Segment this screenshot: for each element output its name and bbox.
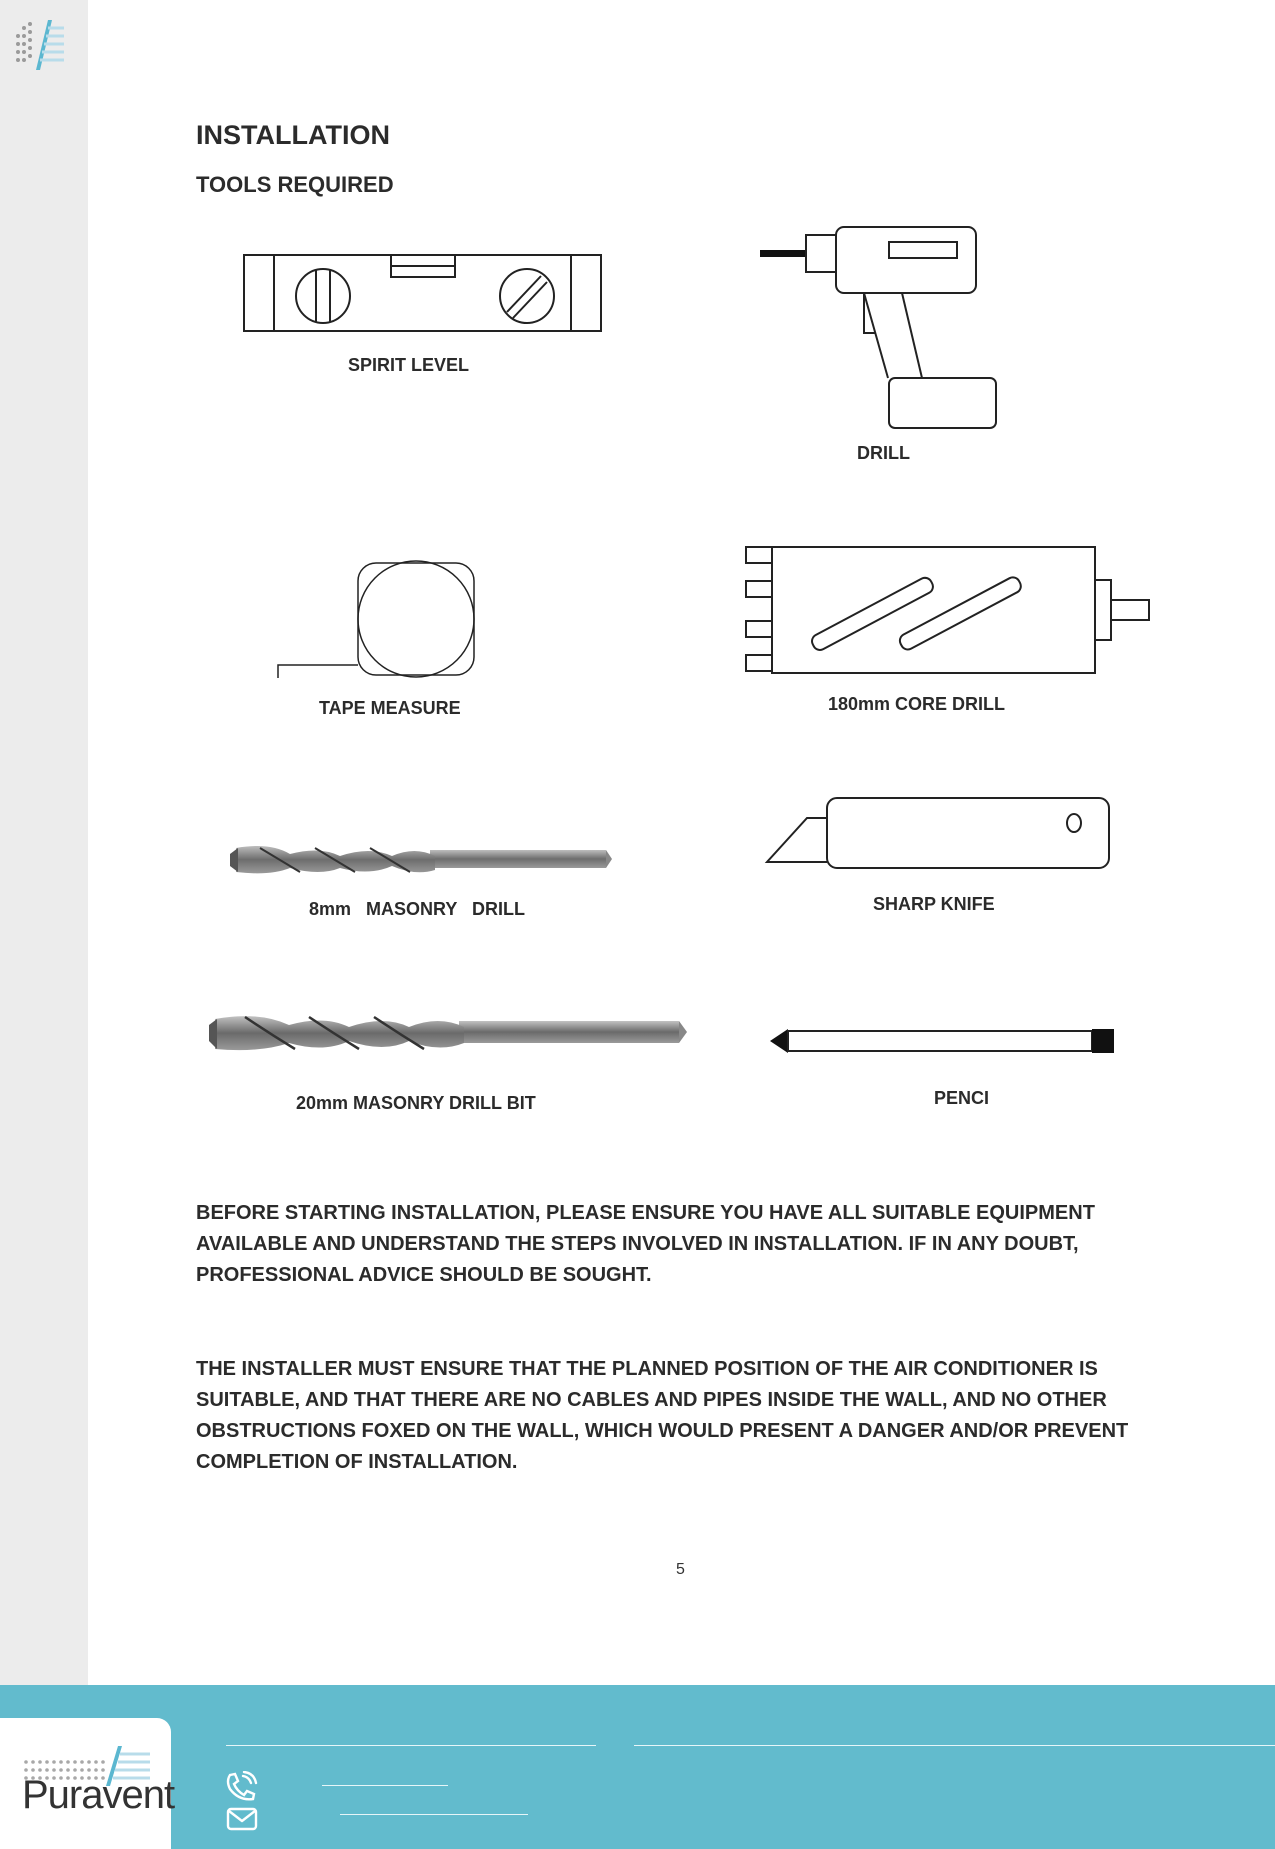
masonry-drill-8mm-caption: 8mm MASONRY DRILL [309,899,526,919]
phone-icon[interactable] [224,1771,258,1803]
footer-brand-name: Puravent [22,1773,175,1817]
core-drill-icon [745,546,1127,674]
notice-paragraph-1: BEFORE STARTING INSTALLATION, PLEASE ENSURE YOU HAVE ALL SUITABLE EQUIPMENT AVAILABLE AND UNDERSTAND THE STEPS INVOLVED IN INSTALLATION. IF IN ANY DOUBT, PROFESSIONAL ADVICE SHOULD BE SOUGHT. [196,1202,1095,1286]
sharp-knife-icon [765,796,1113,872]
spirit-level-icon [243,253,603,333]
email-icon[interactable] [226,1807,258,1831]
email-underline [340,1814,528,1815]
footer-divider-left [226,1745,596,1746]
page-title: INSTALLATION [196,120,390,150]
pencil-icon [770,1027,1116,1055]
left-sidebar [0,0,88,1685]
core-drill-caption: 180mm CORE DRILL [828,694,1006,714]
drill-icon [760,225,1002,430]
masonry-drill-20mm-caption: 20mm MASONRY DRILL BIT [296,1093,536,1113]
drill-caption: DRILL [857,443,910,463]
spirit-level-caption: SPIRIT LEVEL [348,355,470,375]
masonry-drill-8mm-icon [230,842,612,878]
pencil-caption: PENCI [934,1088,990,1108]
tape-measure-icon [275,561,477,681]
sharp-knife-caption: SHARP KNIFE [873,894,995,914]
masonry-drill-20mm-icon [209,1011,687,1055]
footer-bar [0,1685,1275,1849]
footer-divider-right [634,1745,1275,1746]
section-title: TOOLS REQUIRED [196,172,394,197]
page-number: 5 [676,1561,685,1578]
phone-underline [322,1785,448,1786]
tape-measure-caption: TAPE MEASURE [319,698,461,718]
footer-logo-box [0,1718,175,1849]
notice-paragraph-2: THE INSTALLER MUST ENSURE THAT THE PLANNED POSITION OF THE AIR CONDITIONER IS SUITABLE, AND THAT THERE ARE NO CABLES AND PIPES INSIDE THE WALL, AND NO OTHER OBSTRUCTIONS FOXED ON THE WALL, WHICH WOULD PRESENT A DANGER AND/OR PREVENT COMPLETION OF INSTALLATION. [196,1358,1129,1473]
puravent-mark-icon [14,18,66,70]
